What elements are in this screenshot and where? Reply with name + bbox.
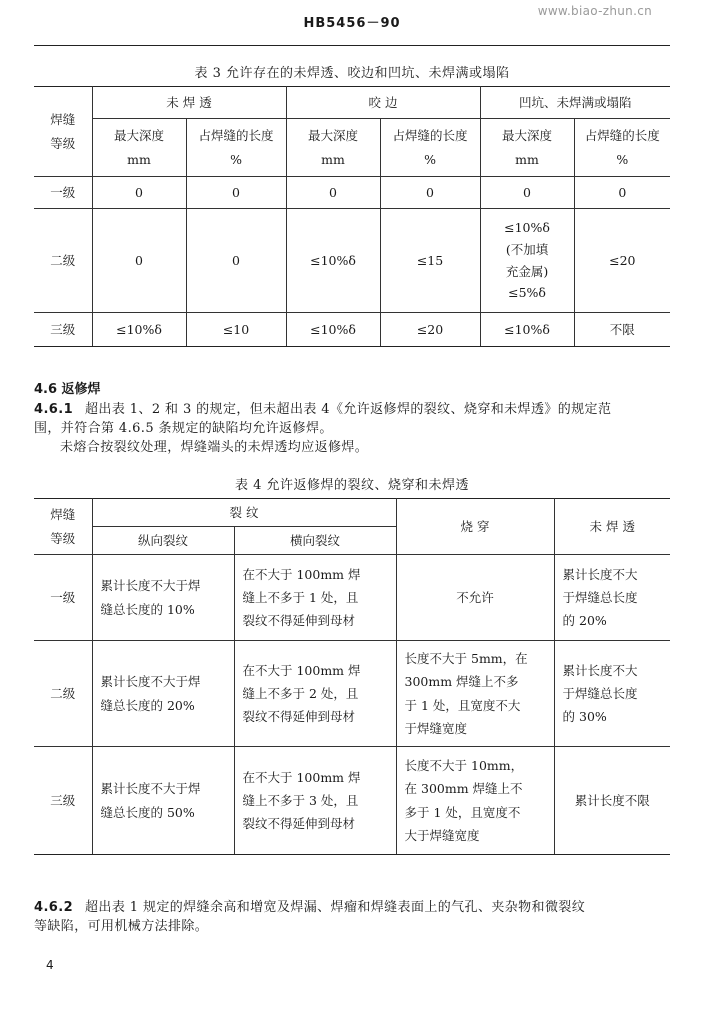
table-cell: 0 — [92, 177, 186, 209]
table-cell: 不限 — [574, 313, 670, 347]
standard-number: HB5456－90 — [303, 16, 401, 31]
page-number: 4 — [46, 958, 54, 972]
table3-group-pit: 凹坑、未焊满或塌陷 — [480, 87, 670, 119]
table4-lack-penetration-header: 未 焊 透 — [554, 499, 670, 555]
table-cell: 累计长度不大于焊 缝总长度的 10% — [92, 555, 234, 641]
clause-number: 4.6.1 — [34, 402, 74, 417]
table-cell: 0 — [574, 177, 670, 209]
grade-cell: 二级 — [34, 209, 92, 313]
table-cell: 0 — [480, 177, 574, 209]
table3-sub-max-depth: 最大深度 mm — [92, 119, 186, 177]
table-cell: 累计长度不限 — [554, 747, 670, 855]
grade-cell: 二级 — [34, 641, 92, 747]
grade-cell: 一级 — [34, 177, 92, 209]
table4-crack-header: 裂 纹 — [92, 499, 396, 527]
table-row — [34, 641, 670, 747]
table-cell: ≤20 — [574, 209, 670, 313]
table-row — [34, 555, 670, 641]
table4-caption: 表 4 允许返修焊的裂纹、烧穿和未焊透 — [234, 478, 470, 493]
table-cell-multiline: ≤10%δ (不加填 充金属) ≤5%δ — [480, 209, 574, 313]
table-cell: 长度不大于 10mm， 在 300mm 焊缝上不 多于 1 处，且宽度不 大于焊缝宽度 — [396, 747, 554, 855]
table3-subheader-row — [34, 119, 670, 177]
table3-row-header: 焊缝 等级 — [34, 87, 92, 177]
table-row — [34, 177, 670, 209]
table-cell: ≤10%δ — [286, 313, 380, 347]
table-row — [34, 747, 670, 855]
clause-number: 4.6.2 — [34, 900, 74, 915]
table-cell: 累计长度不大 于焊缝总长度 的 20% — [554, 555, 670, 641]
table3-group-lack-penetration: 未 焊 透 — [92, 87, 286, 119]
table3-sub-max-depth: 最大深度 mm — [480, 119, 574, 177]
grade-cell: 三级 — [34, 747, 92, 855]
table3-sub-ratio: 占焊缝的长度 % — [574, 119, 670, 177]
table-cell: 在不大于 100mm 焊 缝上不多于 3 处，且 裂纹不得延伸到母材 — [234, 747, 396, 855]
table-cell: ≤10 — [186, 313, 286, 347]
table3-sub-ratio: 占焊缝的长度 % — [380, 119, 480, 177]
table4-header-row — [34, 499, 670, 527]
table4-longitudinal-header: 纵向裂纹 — [92, 527, 234, 555]
table3-caption: 表 3 允许存在的未焊透、咬边和凹坑、未焊满或塌陷 — [194, 66, 510, 81]
table-cell: 0 — [92, 209, 186, 313]
table4-row-header: 焊缝 等级 — [34, 499, 92, 555]
table4-transverse-header: 横向裂纹 — [234, 527, 396, 555]
watermark-text: www.biao-zhun.cn — [537, 4, 652, 18]
table-cell: 长度不大于 5mm，在 300mm 焊缝上不多 于 1 处，且宽度不大 于焊缝宽度 — [396, 641, 554, 747]
table3-group-undercut: 咬 边 — [286, 87, 480, 119]
table-row — [34, 313, 670, 347]
paragraph-4-6-2: 4.6.2 超出表 1 规定的焊缝余高和增宽及焊漏、焊瘤和焊缝表面上的气孔、夹杂物和微裂纹 等缺陷，可用机械方法排除。 — [34, 900, 586, 934]
table-cell: 在不大于 100mm 焊 缝上不多于 2 处，且 裂纹不得延伸到母材 — [234, 641, 396, 747]
table-cell: 0 — [286, 177, 380, 209]
table-cell: 在不大于 100mm 焊 缝上不多于 1 处，且 裂纹不得延伸到母材 — [234, 555, 396, 641]
table-cell: 0 — [186, 209, 286, 313]
table-cell: ≤10%δ — [480, 313, 574, 347]
table-cell: 0 — [380, 177, 480, 209]
table-cell: 累计长度不大于焊 缝总长度的 20% — [92, 641, 234, 747]
table-cell: ≤15 — [380, 209, 480, 313]
table4 — [34, 498, 670, 855]
table-cell: 累计长度不大 于焊缝总长度 的 30% — [554, 641, 670, 747]
table-cell: ≤10%δ — [92, 313, 186, 347]
table4-burn-through-header: 烧 穿 — [396, 499, 554, 555]
table3 — [34, 86, 670, 347]
table3-sub-max-depth: 最大深度 mm — [286, 119, 380, 177]
header-rule — [34, 45, 670, 46]
table-cell: 累计长度不大于焊 缝总长度的 50% — [92, 747, 234, 855]
grade-cell: 三级 — [34, 313, 92, 347]
paragraph-4-6-1: 4.6.1 超出表 1、2 和 3 的规定，但未超出表 4《允许返修焊的裂纹、烧穿和未焊透》的规定范 围，并符合第 4.6.5 条规定的缺陷均允许返修焊。 未熔合按裂纹处理，焊缝端头的未焊透均应返修焊。 — [34, 402, 612, 455]
table-cell: 不允许 — [396, 555, 554, 641]
section-title: 4.6 返修焊 — [34, 382, 101, 397]
table3-header-row — [34, 87, 670, 119]
grade-cell: 一级 — [34, 555, 92, 641]
table-cell: ≤20 — [380, 313, 480, 347]
table-cell: ≤10%δ — [286, 209, 380, 313]
table-row — [34, 209, 670, 313]
table-cell: 0 — [186, 177, 286, 209]
table3-sub-ratio: 占焊缝的长度 % — [186, 119, 286, 177]
